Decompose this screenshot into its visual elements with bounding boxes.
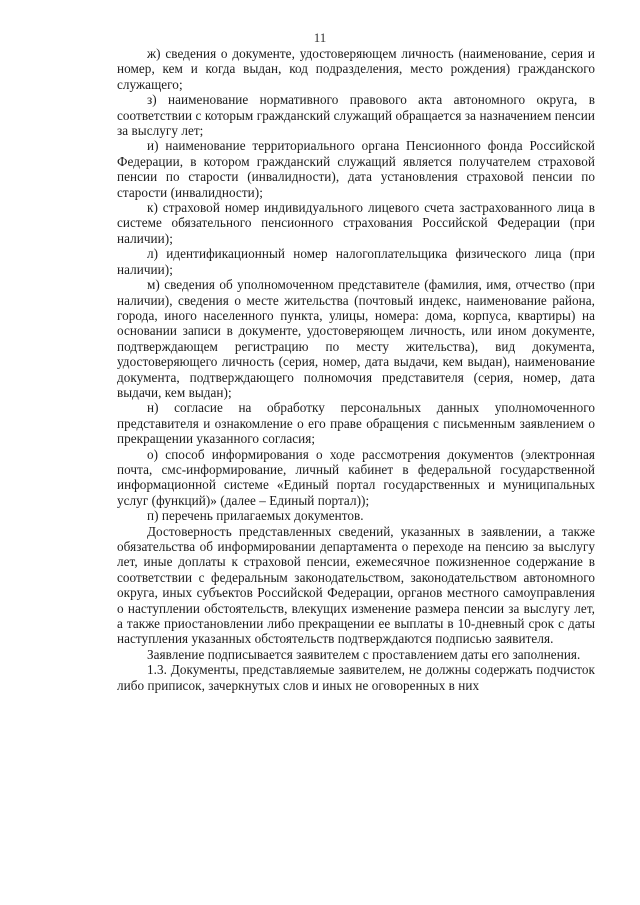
paragraph-1-3-document-requirements: 1.3. Документы, представляемые заявителем, не должны содержать подчисток либо приписок, зачеркнутых слов и иных не оговоренных в них — [117, 662, 595, 693]
page-number: 11 — [313, 30, 327, 45]
paragraph-zh-identity-document: ж) сведения о документе, удостоверяющем личность (наименование, серия и номер, кем и когда выдан, код подразделения, место рождения) гражданского служащего; — [117, 46, 595, 92]
paragraph-m-representative-info: м) сведения об уполномоченном представителе (фамилия, имя, отчество (при наличии), сведения о месте жительства (почтовый индекс, наименование района, города, иного населенного пункта, улицы, номера: дома, корпуса, квартиры) на основании записи в документе, удостоверяющем личность, или ином документе, подтверждающем регистрацию по месту жительства), вид документа, удостоверяющего личность (серия, номер, дата выдачи, кем выдан), наименование документа, подтверждающего полномочия представителя (серия, номер, дата выдачи, кем выдан); — [117, 277, 595, 400]
paragraph-p-attached-documents: п) перечень прилагаемых документов. — [147, 508, 364, 524]
paragraph-l-taxpayer-id: л) идентификационный номер налогоплательщика физического лица (при наличии); — [117, 246, 595, 277]
paragraph-signature-date: Заявление подписывается заявителем с проставлением даты его заполнения. — [147, 646, 581, 662]
paragraph-k-insurance-number: к) страховой номер индивидуального лицевого счета застрахованного лица в системе обязательного пенсионного страхования Российской Федерации (при наличии); — [117, 200, 595, 246]
paragraph-i-pension-fund-body: и) наименование территориального органа Пенсионного фонда Российской Федерации, в котором гражданский служащий является получателем страховой пенсии по старости (инвалидности), дата установления страховой пенсии по старости (инвалидности); — [117, 138, 595, 200]
paragraph-reliability-of-information: Достоверность представленных сведений, указанных в заявлении, а также обязательства об информировании департамента о переходе на пенсию за выслугу лет, иные доплаты к страховой пенсии, ежемесячное пожизненное содержание в соответствии с федеральным законодательством, законодательством автономного округа, иных субъектов Российской Федерации, органов местного самоуправления о наступлении обстоятельств, влекущих изменение размера пенсии за выслугу лет, а также приостановлении либо прекращении ее выплаты в 10-дневный срок с даты наступления указанных обстоятельств подтверждаются подписью заявителя. — [117, 523, 595, 647]
paragraph-z-regulatory-act: з) наименование нормативного правового акта автономного округа, в соответствии с которым гражданский служащий обращается за назначением пенсии за выслугу лет; — [117, 92, 595, 139]
document-body — [117, 46, 595, 693]
paragraph-n-data-consent: н) согласие на обработку персональных данных уполномоченного представителя и ознакомление о его праве обращения с письменным заявлением о прекращении указанного согласия; — [117, 400, 595, 447]
paragraph-o-notification-method: о) способ информирования о ходе рассмотрения документов (электронная почта, смс-информирование, личный кабинет в федеральной государственной информационной системе «Единый портал государственных и муниципальных услуг (функций)» (далее – Единый портал)); — [117, 446, 595, 508]
